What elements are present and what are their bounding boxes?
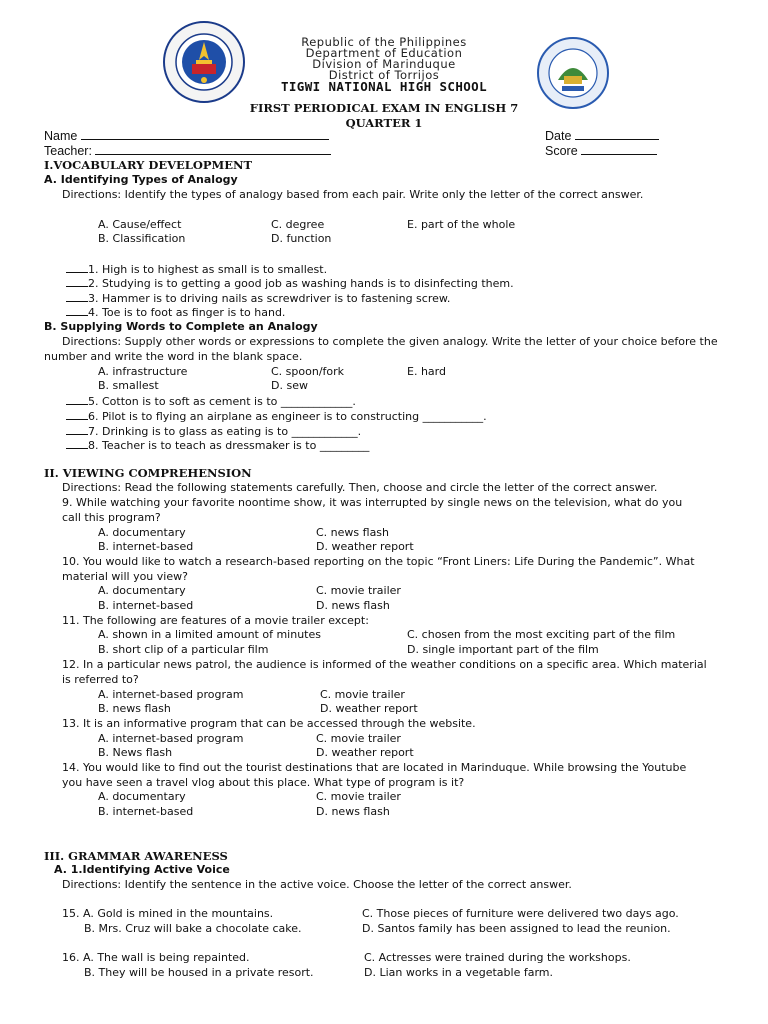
section-2-directions: Directions: Read the following statements carefully. Then, choose and circle the letter of the correct answer. [62, 481, 658, 494]
section-3-title: III. GRAMMAR AWARENESS [44, 849, 228, 863]
part-b-choice-c: C. spoon/fork [271, 365, 345, 378]
header-line-3: Division of Marinduque [312, 57, 456, 71]
analogy-item-6: 6. Pilot is to flying an airplane as engineer is to constructing ___________. [66, 409, 487, 425]
part-b-choice-b: B. smallest [98, 379, 159, 392]
question-14-line-2: you have seen a travel vlog about this place. What type of program is it? [62, 776, 465, 789]
q15-choice-b[interactable]: B. Mrs. Cruz will bake a chocolate cake. [84, 922, 302, 935]
question-9-line-2: call this program? [62, 511, 161, 524]
section-1-title: I.VOCABULARY DEVELOPMENT [44, 158, 253, 172]
analogy-item-1: 1. High is to highest as small is to smallest. [66, 262, 327, 278]
date-blank[interactable] [575, 129, 659, 140]
part-a-choice-c: C. degree [271, 218, 325, 231]
analogy-item-2: 2. Studying is to getting a good job as washing hands is to disinfecting them. [66, 276, 514, 292]
part-b-choice-d: D. sew [271, 379, 308, 392]
part-b-heading: B. Supplying Words to Complete an Analogy [44, 320, 318, 333]
q10-choice-c[interactable]: C. movie trailer [316, 584, 401, 597]
q13-choice-c[interactable]: C. movie trailer [316, 732, 401, 745]
question-12-line-1: 12. In a particular news patrol, the audience is informed of the weather conditions on a specific area. Which material [62, 658, 707, 671]
q14-choice-d[interactable]: D. news flash [316, 805, 390, 818]
name-blank[interactable] [81, 129, 329, 140]
analogy-item-7: 7. Drinking is to glass as eating is to ____________. [66, 424, 361, 440]
section-3-sub-heading: A. 1.Identifying Active Voice [54, 863, 230, 876]
q16-choice-b[interactable]: B. They will be housed in a private resort. [84, 966, 314, 979]
answer-blank[interactable] [66, 409, 88, 420]
teacher-field[interactable] [44, 144, 331, 159]
analogy-item-3: 3. Hammer is to driving nails as screwdriver is to fastening screw. [66, 291, 450, 307]
answer-blank[interactable] [66, 438, 88, 449]
q10-choice-a[interactable]: A. documentary [98, 584, 186, 597]
analogy-item-5: 5. Cotton is to soft as cement is to _____________. [66, 394, 356, 410]
part-b-directions-line-1: Directions: Supply other words or expressions to complete the given analogy. Write the letter of your choice before the [62, 335, 718, 348]
question-13-line-1: 13. It is an informative program that can be accessed through the website. [62, 717, 476, 730]
score-field[interactable] [545, 144, 657, 159]
part-a-choice-d: D. function [271, 232, 332, 245]
score-label: Score [545, 144, 578, 158]
part-a-choice-a: A. Cause/effect [98, 218, 182, 231]
name-field[interactable] [44, 129, 329, 144]
q15-choice-d[interactable]: D. Santos family has been assigned to lead the reunion. [362, 922, 671, 935]
part-b-directions-line-2: number and write the word in the blank space. [44, 350, 303, 363]
question-9-line-1: 9. While watching your favorite noontime show, it was interrupted by single news on the television, what do you [62, 496, 683, 509]
q9-choice-d[interactable]: D. weather report [316, 540, 414, 553]
school-name: TIGWI NATIONAL HIGH SCHOOL [280, 79, 488, 94]
analogy-item-4: 4. Toe is to foot as finger is to hand. [66, 305, 285, 321]
question-14-line-1: 14. You would like to find out the tourist destinations that are located in Marinduque. While browsing the Youtube [62, 761, 687, 774]
q13-choice-d[interactable]: D. weather report [316, 746, 414, 759]
part-a-directions: Directions: Identify the types of analogy based from each pair. Write only the letter of the correct answer. [62, 188, 644, 201]
answer-blank[interactable] [66, 424, 88, 435]
header-line-4: District of Torrijos [328, 68, 440, 82]
part-b-choice-a: A. infrastructure [98, 365, 188, 378]
q11-choice-a[interactable]: A. shown in a limited amount of minutes [98, 628, 321, 641]
name-label: Name [44, 129, 78, 143]
part-a-choice-b: B. Classification [98, 232, 186, 245]
q16-choice-c[interactable]: C. Actresses were trained during the workshops. [364, 951, 631, 964]
part-a-heading: A. Identifying Types of Analogy [44, 173, 238, 186]
part-b-choice-e: E. hard [407, 365, 446, 378]
q12-choice-b[interactable]: B. news flash [98, 702, 171, 715]
header-line-1: Republic of the Philippines [301, 35, 467, 49]
q13-choice-a[interactable]: A. internet-based program [98, 732, 244, 745]
q11-choice-d[interactable]: D. single important part of the film [407, 643, 599, 656]
question-11-line-1: 11. The following are features of a movie trailer except: [62, 614, 369, 627]
q9-choice-b[interactable]: B. internet-based [98, 540, 194, 553]
q10-choice-b[interactable]: B. internet-based [98, 599, 194, 612]
q14-choice-c[interactable]: C. movie trailer [316, 790, 401, 803]
part-a-choice-e: E. part of the whole [407, 218, 516, 231]
score-blank[interactable] [581, 144, 657, 155]
q12-choice-a[interactable]: A. internet-based program [98, 688, 244, 701]
answer-blank[interactable] [66, 276, 88, 287]
q14-choice-a[interactable]: A. documentary [98, 790, 186, 803]
section-3-directions: Directions: Identify the sentence in the active voice. Choose the letter of the correct answer. [62, 878, 572, 891]
q10-choice-d[interactable]: D. news flash [316, 599, 390, 612]
q9-choice-a[interactable]: A. documentary [98, 526, 186, 539]
answer-blank[interactable] [66, 305, 88, 316]
header-line-2: Department of Education [305, 46, 463, 60]
q13-choice-b[interactable]: B. News flash [98, 746, 173, 759]
question-10-line-1: 10. You would like to watch a research-based reporting on the topic “Front Liners: Life During the Pandemic”. What [62, 555, 695, 568]
teacher-blank[interactable] [95, 144, 331, 155]
date-field[interactable] [545, 129, 659, 144]
teacher-label: Teacher: [44, 144, 92, 158]
q16-choice-d[interactable]: D. Lian works in a vegetable farm. [364, 966, 554, 979]
q15-choice-a[interactable]: 15. A. Gold is mined in the mountains. [62, 907, 274, 920]
answer-blank[interactable] [66, 262, 88, 273]
analogy-item-8: 8. Teacher is to teach as dressmaker is to _________ [66, 438, 369, 454]
q15-choice-c[interactable]: C. Those pieces of furniture were delivered two days ago. [362, 907, 679, 920]
section-2-title: II. VIEWING COMPREHENSION [44, 466, 252, 480]
quarter-title: QUARTER 1 [345, 116, 423, 130]
question-10-line-2: material will you view? [62, 570, 188, 583]
q12-choice-c[interactable]: C. movie trailer [320, 688, 405, 701]
answer-blank[interactable] [66, 291, 88, 302]
q11-choice-c[interactable]: C. chosen from the most exciting part of the film [407, 628, 676, 641]
exam-title: FIRST PERIODICAL EXAM IN ENGLISH 7 [249, 101, 519, 115]
q16-choice-a[interactable]: 16. A. The wall is being repainted. [62, 951, 250, 964]
q9-choice-c[interactable]: C. news flash [316, 526, 390, 539]
q11-choice-b[interactable]: B. short clip of a particular film [98, 643, 269, 656]
date-label: Date [545, 129, 572, 143]
q12-choice-d[interactable]: D. weather report [320, 702, 418, 715]
answer-blank[interactable] [66, 394, 88, 405]
question-12-line-2: is referred to? [62, 673, 139, 686]
q14-choice-b[interactable]: B. internet-based [98, 805, 194, 818]
